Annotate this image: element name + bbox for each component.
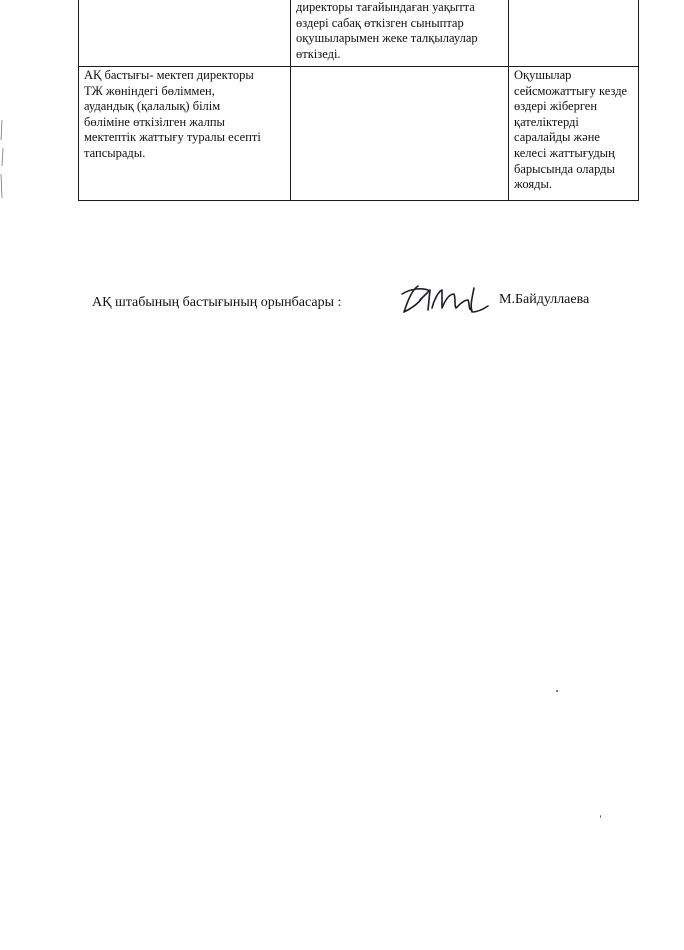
table-cell: директоры тағайындаған уақытта өздері сабақ өткізген сыныптар оқушыларымен жеке талқылаулар өткізеді. [291, 0, 509, 67]
table-row [79, 0, 639, 67]
table-cell: АҚ бастығы- мектеп директоры ТЖ жөніндегі бөліммен, аудандық (қалалық) білім бөліміне өткізілген жалпы мектептік жаттығу туралы есепті тапсырады. [79, 67, 291, 201]
table-cell [509, 0, 639, 67]
handwritten-signature [398, 282, 490, 318]
scan-speck [600, 815, 601, 818]
signature-block [92, 292, 632, 322]
table-cell [79, 0, 291, 67]
table-cell [291, 67, 509, 201]
signatory-title: АҚ штабының бастығының орынбасары : [92, 295, 342, 310]
table-row [79, 67, 639, 201]
signatory-name: М.Байдуллаева [499, 292, 590, 307]
plan-table [78, 0, 639, 201]
table-cell: Оқушылар сейсможаттығу кезде өздері жіберген қателіктерді саралайды және келесі жаттығудың барысында оларды жояды. [509, 67, 639, 201]
scan-speck [556, 690, 558, 692]
scan-edge-mark [0, 120, 6, 200]
